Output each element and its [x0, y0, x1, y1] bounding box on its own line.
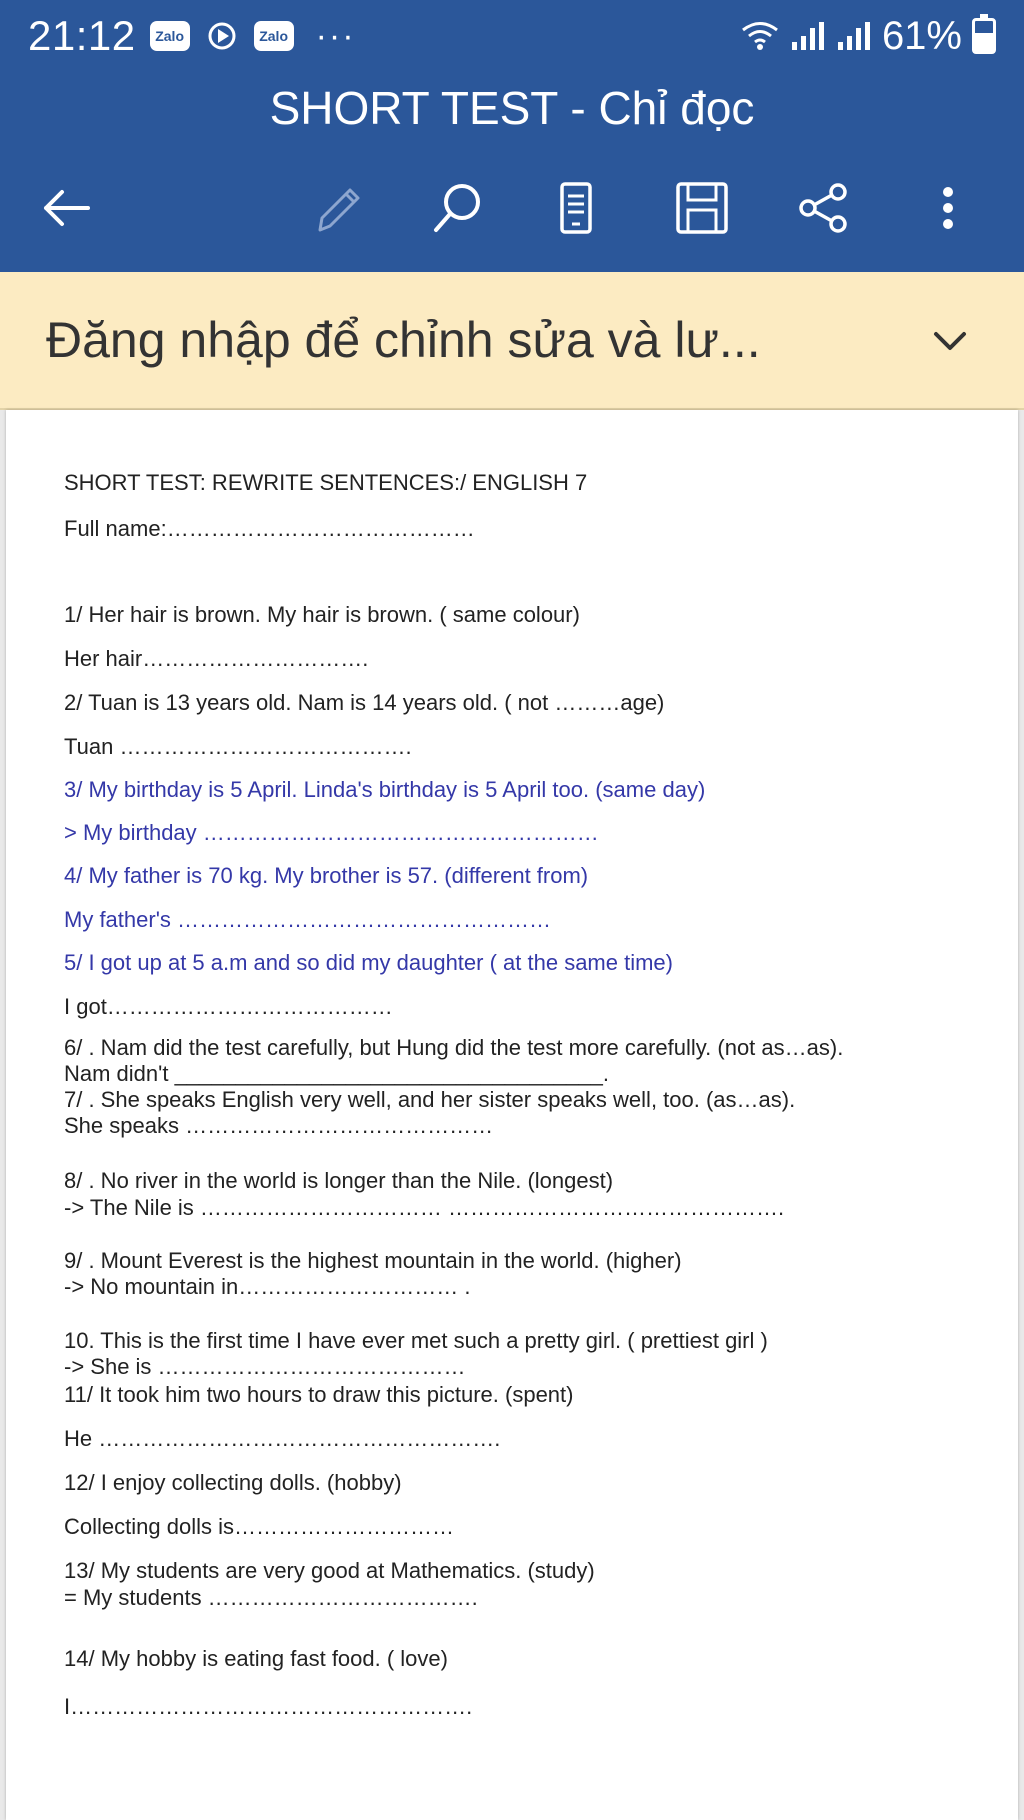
- battery-percent: 61%: [881, 13, 962, 58]
- zalo-notification-icon: Zalo: [150, 21, 190, 51]
- zalo-notification-icon-2: Zalo: [254, 21, 294, 51]
- full-name-line: Full name:……………………………………: [64, 516, 475, 541]
- answer-12: Collecting dolls is…………………………: [64, 1514, 454, 1539]
- answer-5: I got…………………………………: [64, 994, 393, 1019]
- question-8: 8/ . No river in the world is longer than the Nile. (longest): [64, 1168, 614, 1193]
- more-notifications-icon: ···: [315, 16, 356, 55]
- answer-14: I……………………………………………….: [64, 1694, 473, 1719]
- signal-icon-2: [836, 20, 872, 52]
- chevron-down-icon[interactable]: [924, 314, 976, 366]
- doc-title-line: SHORT TEST: REWRITE SENTENCES:/ ENGLISH 7: [64, 470, 588, 495]
- question-11: 11/ It took him two hours to draw this picture. (spent): [64, 1382, 574, 1407]
- question-1: 1/ Her hair is brown. My hair is brown. ( same colour): [64, 602, 580, 627]
- battery-icon: [972, 18, 996, 54]
- save-button[interactable]: [666, 172, 738, 244]
- edit-button[interactable]: [300, 172, 372, 244]
- answer-1: Her hair………………………….: [64, 646, 369, 671]
- search-button[interactable]: [422, 172, 494, 244]
- question-14: 14/ My hobby is eating fast food. ( love): [64, 1646, 448, 1671]
- reading-view-button[interactable]: [540, 172, 612, 244]
- share-icon: [794, 178, 854, 238]
- answer-13: = My students ……………………………….: [64, 1585, 478, 1610]
- question-6: 6/ . Nam did the test carefully, but Hung did the test more carefully. (not as…as).: [64, 1035, 844, 1060]
- status-right: [740, 0, 996, 72]
- question-4: 4/ My father is 70 kg. My brother is 57. (different from): [64, 863, 589, 888]
- question-7: 7/ . She speaks English very well, and her sister speaks well, too. (as…as).: [64, 1087, 796, 1112]
- share-button[interactable]: [788, 172, 860, 244]
- search-icon: [428, 178, 488, 238]
- status-left: [28, 12, 356, 60]
- app-header: [0, 0, 1024, 272]
- document-page[interactable]: [6, 410, 1018, 1820]
- answer-6: Nam didn't ___________________________________.: [64, 1061, 609, 1086]
- status-bar: [0, 0, 1024, 72]
- status-time: 21:12: [28, 12, 136, 59]
- back-icon: [36, 178, 96, 238]
- answer-3: > My birthday ………………………………………………: [64, 820, 599, 845]
- back-button[interactable]: [30, 172, 102, 244]
- wifi-icon: [740, 20, 780, 52]
- play-notification-icon: [204, 19, 240, 53]
- question-10: 10. This is the first time I have ever met such a pretty girl. ( prettiest girl ): [64, 1328, 768, 1353]
- banner-text: Đăng nhập để chỉnh sửa và lư...: [46, 312, 761, 368]
- toolbar: [0, 144, 1024, 272]
- question-2: 2/ Tuan is 13 years old. Nam is 14 years old. ( not ………age): [64, 690, 665, 715]
- more-options-button[interactable]: [912, 172, 984, 244]
- signal-icon: [790, 20, 826, 52]
- answer-11: He ……………………………………………….: [64, 1426, 501, 1451]
- pencil-icon: [306, 178, 366, 238]
- answer-9: -> No mountain in………………………… .: [64, 1274, 471, 1299]
- more-vertical-icon: [928, 178, 968, 238]
- answer-10: -> She is ……………………………………: [64, 1354, 466, 1379]
- answer-4: My father's ……………………………………………: [64, 907, 552, 932]
- answer-8: -> The Nile is …………………………… ……………………………………….: [64, 1195, 785, 1220]
- question-5: 5/ I got up at 5 a.m and so did my daughter ( at the same time): [64, 950, 673, 975]
- document-title: SHORT TEST - Chỉ đọc: [269, 82, 755, 134]
- answer-7: She speaks ……………………………………: [64, 1113, 494, 1138]
- answer-2: Tuan ………………………………….: [64, 734, 412, 759]
- question-9: 9/ . Mount Everest is the highest mountain in the world. (higher): [64, 1248, 682, 1273]
- save-icon: [672, 178, 732, 238]
- question-13: 13/ My students are very good at Mathematics. (study): [64, 1558, 595, 1583]
- question-12: 12/ I enjoy collecting dolls. (hobby): [64, 1470, 402, 1495]
- question-3: 3/ My birthday is 5 April. Linda's birthday is 5 April too. (same day): [64, 777, 706, 802]
- sign-in-banner[interactable]: [0, 272, 1024, 410]
- document-icon: [546, 178, 606, 238]
